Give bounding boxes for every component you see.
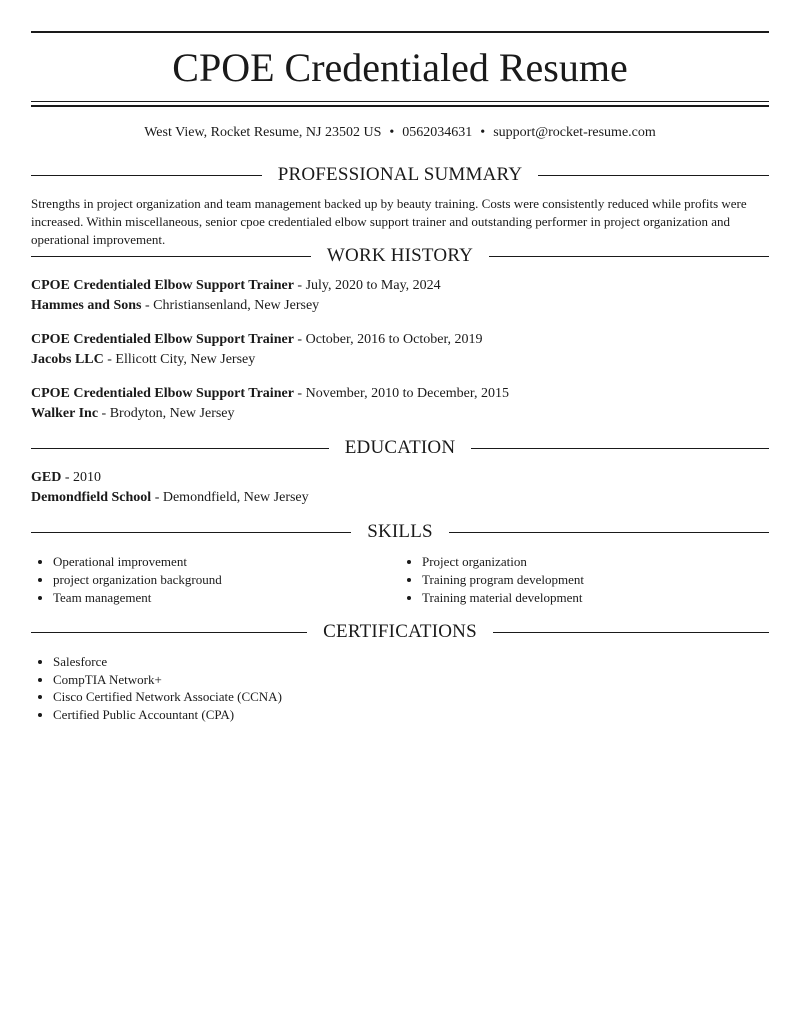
work-history-section xyxy=(31,244,769,424)
skills-list-right xyxy=(400,553,769,607)
section-heading xyxy=(31,163,769,187)
title-double-rule xyxy=(31,101,769,107)
heading-rule xyxy=(449,532,769,533)
section-heading-label: SKILLS xyxy=(367,521,433,542)
contact-phone: 0562034631 xyxy=(402,125,473,140)
heading-rule xyxy=(493,632,769,633)
contact-address: West View, Rocket Resume, NJ 23502 US xyxy=(144,125,382,140)
summary-section xyxy=(31,163,769,249)
certification-item: • Salesforce xyxy=(53,653,769,671)
job-dates: October, 2016 to October, 2019 xyxy=(305,332,483,347)
heading-rule xyxy=(538,175,769,176)
job-company: Jacobs LLC xyxy=(31,352,104,367)
heading-rule xyxy=(31,175,262,176)
skills-columns xyxy=(31,553,769,607)
skill-item: • Project organization xyxy=(422,553,769,571)
heading-rule xyxy=(31,256,311,257)
contact-email: support@rocket-resume.com xyxy=(493,125,656,140)
job-location: Christiansenland, New Jersey xyxy=(153,298,320,313)
education-entry: GED - 2010 Demondfield School - Demondfield, New Jersey xyxy=(31,470,309,505)
job-entry: CPOE Credentialed Elbow Support Trainer - July, 2020 to May, 2024 Hammes and Sons - Christiansenland, New Jersey xyxy=(31,278,441,313)
section-heading xyxy=(31,436,769,460)
certification-item: • Certified Public Accountant (CPA) xyxy=(53,706,769,724)
skills-section xyxy=(31,520,769,607)
heading-rule xyxy=(31,448,329,449)
job-company: Hammes and Sons xyxy=(31,298,142,313)
heading-rule xyxy=(31,632,307,633)
contact-line xyxy=(31,124,769,142)
certification-item: • Cisco Certified Network Associate (CCNA) xyxy=(53,688,769,706)
top-rule xyxy=(31,31,769,33)
section-heading-label: PROFESSIONAL SUMMARY xyxy=(277,164,523,185)
job-entry: CPOE Credentialed Elbow Support Trainer - November, 2010 to December, 2015 Walker Inc - Brodyton, New Jersey xyxy=(31,386,509,421)
certifications-list xyxy=(31,653,769,723)
contact-separator: • xyxy=(480,125,486,140)
job-entry: CPOE Credentialed Elbow Support Trainer - October, 2016 to October, 2019 Jacobs LLC - Ellicott City, New Jersey xyxy=(31,332,483,367)
section-heading xyxy=(31,520,769,544)
section-heading-label: CERTIFICATIONS xyxy=(323,621,477,642)
section-heading xyxy=(31,244,769,268)
education-location: Demondfield, New Jersey xyxy=(162,490,309,505)
education-year: 2010 xyxy=(73,470,102,485)
job-company: Walker Inc xyxy=(31,406,99,421)
section-heading xyxy=(31,620,769,644)
skill-item: • Training program development xyxy=(422,571,769,589)
education-degree: GED xyxy=(31,470,62,485)
section-heading-label: EDUCATION xyxy=(344,437,456,458)
job-title: CPOE Credentialed Elbow Support Trainer xyxy=(31,278,294,293)
certification-item: • CompTIA Network+ xyxy=(53,671,769,689)
education-section xyxy=(31,436,769,508)
skill-item: • Operational improvement xyxy=(53,553,400,571)
contact-separator: • xyxy=(389,125,395,140)
job-location: Ellicott City, New Jersey xyxy=(115,352,256,367)
heading-rule xyxy=(489,256,769,257)
education-school: Demondfield School xyxy=(31,490,152,505)
job-dates: July, 2020 to May, 2024 xyxy=(305,278,441,293)
skill-item: • Team management xyxy=(53,589,400,607)
job-location: Brodyton, New Jersey xyxy=(109,406,235,421)
certifications-section xyxy=(31,620,769,723)
resume-title: CPOE Credentialed Resume xyxy=(172,45,628,90)
job-dates: November, 2010 to December, 2015 xyxy=(305,386,509,401)
heading-rule xyxy=(31,532,351,533)
job-title: CPOE Credentialed Elbow Support Trainer xyxy=(31,386,294,401)
skill-item: • Training material development xyxy=(422,589,769,607)
summary-text: Strengths in project organization and team management backed up by beauty training. Costs were consistently reduced while profits were increased. Within miscellaneous, senior cpoe credentialed elbow support trainer and outstanding performer in project organization and operational improvement. xyxy=(31,196,747,247)
job-list xyxy=(31,276,769,424)
section-heading-label: WORK HISTORY xyxy=(326,245,474,266)
skill-item: • project organization background xyxy=(53,571,400,589)
heading-rule xyxy=(471,448,769,449)
skills-list-left xyxy=(31,553,400,607)
job-title: CPOE Credentialed Elbow Support Trainer xyxy=(31,332,294,347)
